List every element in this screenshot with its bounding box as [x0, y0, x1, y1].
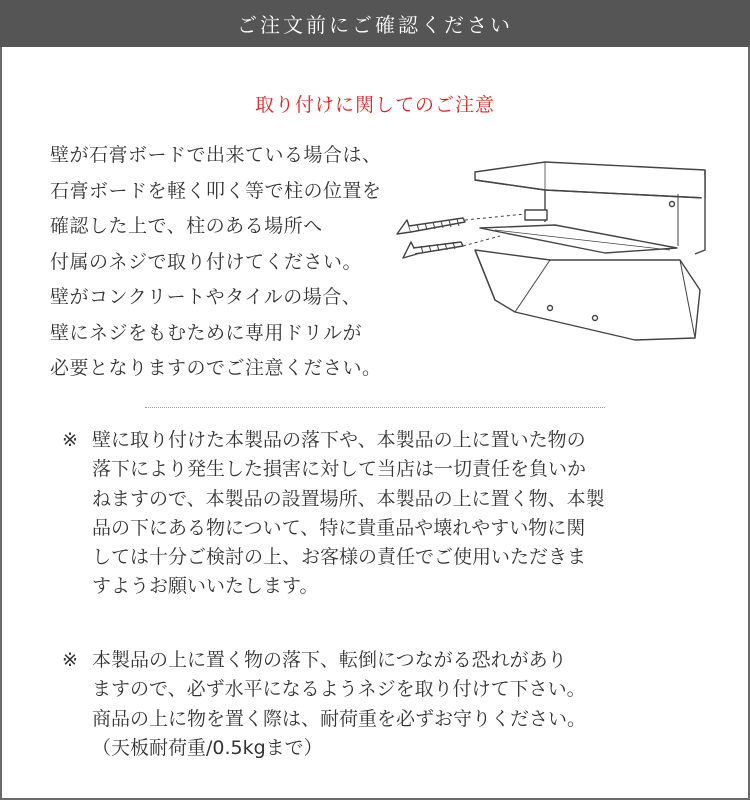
dotted-divider	[145, 407, 605, 408]
note-line: （天板耐荷重/0.5kgまで）	[92, 736, 323, 759]
note-line: ねますので、本製品の設置場所、本製品の上に置く物、本製	[92, 487, 605, 510]
note-mark: ※	[62, 429, 78, 451]
note-line: 本製品の上に置く物の落下、転倒につながる恐れがあり	[92, 649, 567, 671]
intro-line: 壁がコンクリートやタイルの場合、	[50, 286, 362, 308]
header-bar	[0, 0, 750, 47]
intro-line: 必要となりますのでご注意ください。	[50, 357, 382, 379]
note-line: 壁に取り付けた本製品の落下や、本製品の上に置いた物の	[92, 429, 586, 451]
section-subtitle: 取り付けに関してのご注意	[254, 94, 495, 116]
note-line: 品の下にある物について、特に貴重品や壊れやすい物に関	[92, 516, 586, 539]
note-body	[92, 426, 712, 602]
note-line: ますので、必ず水平になるようネジを取り付けて下さい。	[92, 678, 586, 701]
intro-line: 壁が石膏ボードで出来ている場合は、	[50, 144, 382, 166]
wall-shelf-with-screws-illustration	[395, 150, 715, 350]
note-line: しては十分ご検討の上、お客様の責任でご使用いただきま	[92, 546, 587, 569]
note-line: 落下により発生した損害に対して当店は一切責任を負いか	[92, 458, 587, 481]
note-mark: ※	[62, 649, 78, 671]
intro-line: 壁にネジをもむために専用ドリルが	[50, 321, 363, 344]
intro-line: 石膏ボードを軽く叩く等で柱の位置を	[50, 179, 382, 202]
intro-line: 確認した上で、柱のある場所へ	[50, 215, 323, 237]
note-body	[92, 646, 712, 763]
note-line: すようお願いいたします。	[92, 575, 319, 598]
header-title: ご注文前にご確認ください	[237, 13, 513, 37]
note-line: 商品の上に物を置く際は、耐荷重を必ずお守りください。	[92, 707, 587, 730]
intro-line: 付属のネジで取り付けてください。	[50, 250, 363, 273]
